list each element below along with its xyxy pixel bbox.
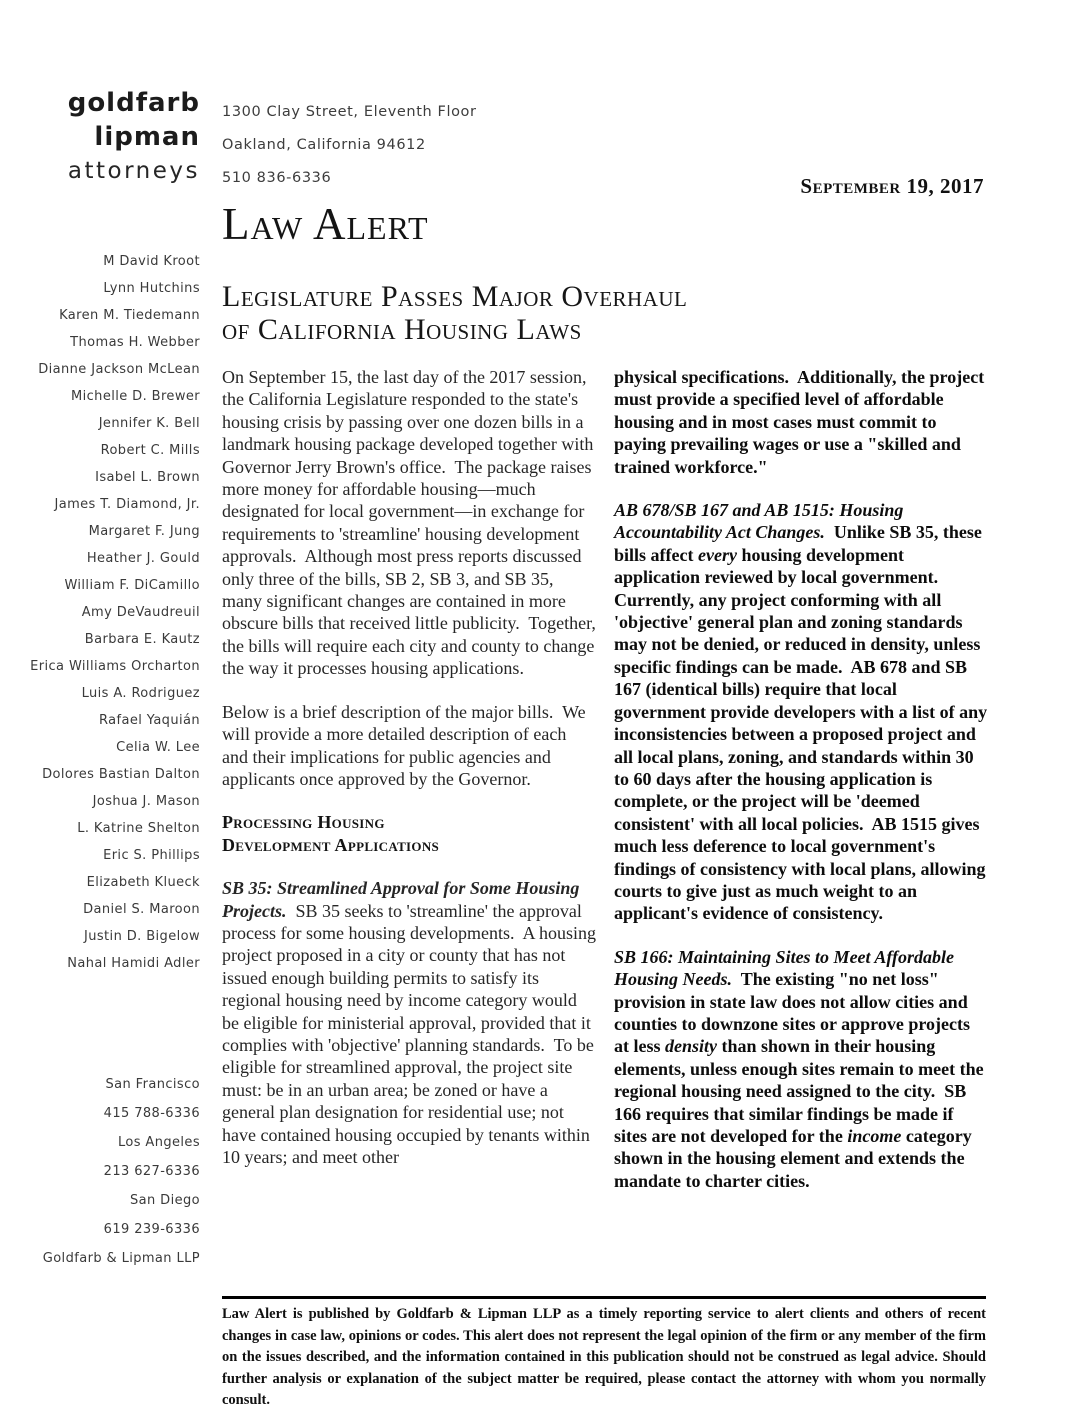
footer-divider xyxy=(222,1296,986,1299)
contact-city: Oakland, California 94612 xyxy=(222,137,426,153)
firm-logo xyxy=(0,86,200,188)
headline-line-1: Legislature Passes Major Overhaul xyxy=(222,280,688,313)
attorney-name: Erica Williams Orcharton xyxy=(30,659,200,674)
footer xyxy=(222,1296,986,1408)
text-segment: category shown in the housing element and extends the mandate to charter cities. xyxy=(614,1126,977,1191)
ab678-paragraph xyxy=(614,499,992,925)
text-segment: Development Applications xyxy=(222,834,440,855)
logo-word-goldfarb: goldfarb xyxy=(67,88,200,118)
office-city: San Diego xyxy=(129,1193,200,1208)
attorney-name: Joshua J. Mason xyxy=(92,794,200,809)
article-left-column xyxy=(222,366,601,1213)
text-segment: The existing "no net loss" provision in state law does not allow cities and counties to downzone sites or approve projects at less xyxy=(614,969,975,1057)
text-segment: density xyxy=(665,1036,717,1057)
logo-word-attorneys: attorneys xyxy=(67,158,200,184)
text-segment: SB 166: Maintaining Sites to Meet Affordable Housing Needs. xyxy=(614,946,959,990)
contact-phone: 510 836-6336 xyxy=(222,170,332,186)
attorney-name: Dolores Bastian Dalton xyxy=(42,767,200,782)
office-phone: 213 627-6336 xyxy=(103,1164,200,1179)
attorney-name: Karen M. Tiedemann xyxy=(59,308,200,323)
attorney-name: Lynn Hutchins xyxy=(103,281,200,296)
headline-line-2: of California Housing Laws xyxy=(222,313,582,346)
office-phone: 415 788-6336 xyxy=(103,1106,200,1121)
attorney-name: Dianne Jackson McLean xyxy=(38,362,200,377)
text-segment: SB 35: Streamlined Approval for Some Housing Projects. xyxy=(222,878,584,921)
attorney-name: Eric S. Phillips xyxy=(103,848,200,863)
text-segment: Below is a brief description of the major bills. We will provide a more detailed description of each and their implications for public agencies and applicants once approved by the Governor. xyxy=(222,701,591,789)
sb35-continuation-paragraph xyxy=(614,366,988,478)
attorney-name: Thomas H. Webber xyxy=(70,335,200,350)
text-segment: physical specifications. Additionally, the project must provide a specified level of affordable housing and in most cases must commit to paying prevailing wages or use a "skilled and trained workforce." xyxy=(614,367,989,477)
office-phone: 619 239-6336 xyxy=(103,1222,200,1237)
intro-paragraph xyxy=(222,366,601,680)
text-segment: AB 678/SB 167 and AB 1515: Housing Accountability Act Changes. xyxy=(614,500,908,543)
office-city: Los Angeles xyxy=(117,1135,200,1150)
attorney-name: Robert C. Mills xyxy=(100,443,200,458)
attorney-name: M David Kroot xyxy=(103,254,200,269)
footer-disclaimer: Law Alert is published by Goldfarb & Lipman LLP as a timely reporting service to alert clients and others of recent changes in case law, opinions or codes. This alert does not represent the legal opinion of the firm or any member of the firm on the issues described, and the information contained in this publication should not be construed as legal advice. Should further analysis or explanation of the subject matter be required, please contact the attorney with whom you normally consult. xyxy=(222,1306,986,1408)
attorney-name: Michelle D. Brewer xyxy=(71,389,200,404)
attorney-name: Heather J. Gould xyxy=(86,551,200,566)
attorney-name: James T. Diamond, Jr. xyxy=(54,497,200,512)
page-title: Law Alert xyxy=(222,199,429,249)
text-segment: every xyxy=(697,544,737,565)
article-right-column xyxy=(614,366,992,1213)
attorney-list xyxy=(0,248,200,977)
text-segment: SB 35 seeks to 'streamline' the approval process for some housing developments. A housing project proposed in a city or county that has not issued enough building permits to satisfy its regional housing need by income category would be eligible for ministerial approval, provided that it complies with 'objective' planning standards. To be eligible for streamlined approval, the project site must: be in an urban area; be zoned or have a general plan designation for residential use; not have contained housing occupied by tenants within 10 years; and meet other xyxy=(222,900,601,1167)
text-segment: On September 15, the last day of the 2017 session, the California Legislature responded to the state's housing crisis by passing over one dozen bills in a landmark housing package developed together with Governor Jerry Brown's office. The package raises more money for affordable housing—much designated for local government—in exchange for requirements to 'streamline' housing development approvals. Although most press reports discussed only three of the bills, SB 2, SB 3, and SB 35, many significant changes are contained in more obscure bills that received little publicity. Together, the bills will require each city and county to change the way it processes housing applications. xyxy=(222,367,601,679)
office-city: San Francisco xyxy=(105,1077,200,1092)
attorney-name: Nahal Hamidi Adler xyxy=(67,956,200,971)
text-segment: Unlike SB 35, these bills affect xyxy=(614,522,987,565)
attorney-name: William F. DiCamillo xyxy=(64,578,200,593)
article-headline xyxy=(222,280,687,346)
attorney-name: Margaret F. Jung xyxy=(88,524,200,539)
contact-street: 1300 Clay Street, Eleventh Floor xyxy=(222,104,477,120)
text-segment: income xyxy=(847,1126,902,1146)
sb166-paragraph xyxy=(614,946,988,1192)
text-segment: Processing Housing xyxy=(222,812,385,833)
attorney-name: Justin D. Bigelow xyxy=(84,929,200,944)
section-heading-processing-housing xyxy=(222,811,596,856)
attorney-name: Jennifer K. Bell xyxy=(98,416,200,431)
attorney-name: Daniel S. Maroon xyxy=(83,902,200,917)
attorney-name: Luis A. Rodriguez xyxy=(81,686,200,701)
attorney-name: Elizabeth Klueck xyxy=(86,875,200,890)
sidebar xyxy=(0,0,200,1408)
text-segment: than shown in their housing elements, unless enough sites remain to meet the regional housing need assigned to the city. SB 166 requires that similar findings be made if sites are not developed for the xyxy=(614,1036,989,1146)
attorney-name: L. Katrine Shelton xyxy=(77,821,200,836)
text-segment: housing development application reviewed by local government. Currently, any project conforming with all 'objective' general plan and zoning standards may not be denied, or reduced in density, unless specific findings can be made. AB 678 and SB 167 (identical bills) require that local government provide developers with a list of any inconsistencies between a proposed project and all local plans, zoning, and standards within 30 to 60 days after the housing application is complete, or the project will be 'deemed consistent' with all local policies. AB 1515 gives much less deference to local government's findings of consistency with local plans, allowing courts to give just as much weight to an applicant's evidence of consistency. xyxy=(614,544,992,924)
issue-date: September 19, 2017 xyxy=(800,174,984,198)
firm-name: Goldfarb & Lipman LLP xyxy=(42,1251,200,1266)
logo-word-lipman: lipman xyxy=(94,122,200,152)
office-list xyxy=(0,1070,200,1273)
attorney-name: Rafael Yaquián xyxy=(98,713,200,728)
attorney-name: Barbara E. Kautz xyxy=(84,632,200,647)
attorney-name: Amy DeVaudreuil xyxy=(81,605,200,620)
overview-paragraph xyxy=(222,701,596,791)
article-body xyxy=(222,366,992,1213)
attorney-name: Isabel L. Brown xyxy=(95,470,200,485)
attorney-name: Celia W. Lee xyxy=(116,740,200,755)
sb35-paragraph xyxy=(222,877,601,1168)
